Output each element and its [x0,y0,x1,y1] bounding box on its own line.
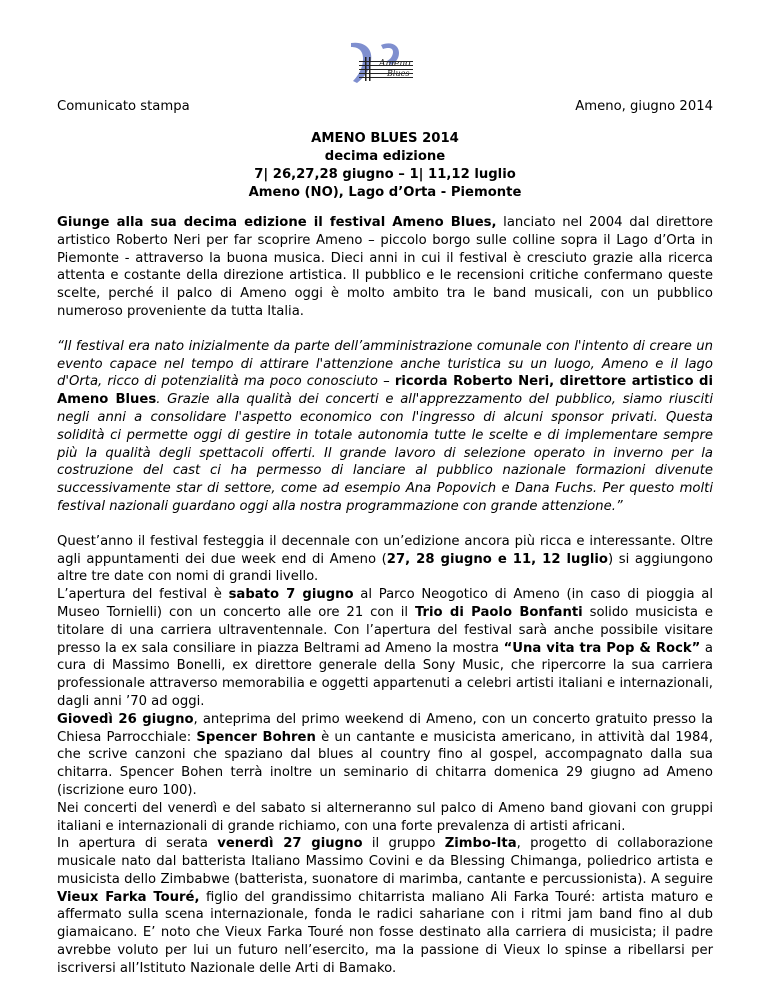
ameno-blues-logo [343,39,421,89]
paragraph-intro [57,214,713,321]
title-line-1: AMENO BLUES 2014 [311,131,459,146]
opening-text-3: solido musicista e titolare di una carriera ultraventennale. Con l’apertura del festival sarà anche possibile visitare presso la ex sala consiliare in piazza Beltrami ad Ameno la mostra [57,604,713,656]
friday-text-3: , progetto di collaborazione musicale nato dal batterista Italiano Massimo Covini e da Blessing Chimanga, poliedrico artista e musicista dello Zimbabwe (batterista, suonatore di marimba, cantante e percussionista). A seguire [57,836,713,887]
quote-attribution: ricorda Roberto Neri, direttore artistico di Ameno Blues [57,374,714,408]
friday-date: venerdì 27 giugno [217,836,363,852]
svg-text:Blues: Blues [387,69,410,78]
preview-date: Giovedì 26 giugno [57,711,194,727]
opening-date: sabato 7 giugno [228,587,354,603]
anniversary-dates: 27, 28 giugno e 11, 12 luglio [386,551,608,567]
press-release-label: Comunicato stampa [57,99,190,114]
preview-text-2: è un cantante e musicista americano, in attività dal 1984, che scrive canzoni che spaziano dal blues al country fino al gospel, accompagnato dalla sua chitarra. Spencer Bohen terrà inoltre un seminario di chitarra domenica 29 giugno ad Ameno (iscrizione euro 100). [57,729,714,798]
opening-text-2: al Parco Neogotico di Ameno (in caso di pioggia al Museo Tornielli) con un concerto alle ore 21 con il [57,587,714,620]
preview-text-1: , anteprima del primo weekend di Ameno, con un concerto gratuito presso la Chiesa Parrocchiale: [57,711,713,745]
paragraph-opening [57,586,713,711]
anniversary-text-1: Quest’anno il festival festeggia il decennale con un’edizione ancora più ricca e interessante. Oltre agli appuntamenti dei due week end di Ameno ( [57,533,713,567]
quote-part-2: . Grazie alla qualità dei concerti e all'apprezzamento del pubblico, siamo riusciti negli anni a consolidare l'aspetto economico con l'ingresso di alcuni sponsor privati. Questa solidità ci permette oggi di gestire in totale autonomia tutte le scelte e di implementare sempre più la qualità degli spettacoli offerti. Il grande lavoro di selezione operato in inverno per la costruzione del cast ci ha permesso di lanciare al pubblico nazionale formazioni divenute successivamente star di settore, come ad esempio Ana Popovich e Dana Fuchs. Per questo molti festival nazionali guardano oggi alla nostra programmazione con grande attenzione.” [57,392,713,514]
header-row [57,99,713,119]
title-line-2: decima edizione [324,149,446,164]
intro-bold: Giunge alla sua decima edizione il festival Ameno Blues, [57,215,497,230]
svg-text:Ameno: Ameno [379,59,411,69]
friday-text-1: In apertura di serata [57,836,218,852]
opening-text-1: L’apertura del festival è [57,587,229,603]
paragraph-preview [57,711,713,800]
exhibition-title: “Una vita tra Pop & Rock” [503,640,701,656]
date-place: Ameno, giugno 2014 [575,99,713,114]
guitar-staff-logo-icon [351,43,413,83]
paragraph-lineup: Nei concerti del venerdì e del sabato si alterneranno sul palco di Ameno band giovani con gruppi italiani e internazionali di grande richiamo, con una forte prevalenza di artisti africani. [57,800,713,834]
title-line-4: Ameno (NO), Lago d’Orta - Piemonte [248,185,522,200]
intro-text: lanciato nel 2004 dal direttore artistico Roberto Neri per far scoprire Ameno – piccolo borgo sulle colline sopra il Lago d’Orta in Piemonte - attraverso la buona musica. Dieci anni in cui il festival è cresciuto grazie alla ricerca attenta e costante della direzione artistica. Il pubblico e le recensioni critiche confermano queste scelte, perché il palco di Ameno oggi è molto ambito tra le band musicali, con un pubblico numeroso proveniente da tutta Italia. [57,215,713,319]
opening-text-4: a cura di Massimo Bonelli, ex direttore generale della Sony Music, che ripercorre la sua carriera professionale attraverso memorabilia e oggetti appartenuti a celebri artisti italiani e internazionali, dagli anni ’70 ad oggi. [57,640,713,709]
friday-text-4: figlio del grandissimo chitarrista maliano Ali Farka Touré: artista maturo e affermato sulla scena internazionale, fonda le radici sahariane con i ritmi jam band fino al dub giamaicano. E’ noto che Vieux Farka Touré non fosse destinato alla carriera di musicista; il padre avrebbe voluto per lui un futuro nell’esercito, ma la passione di Vieux lo spinse a ribellarsi per iscriversi all’Istituto Nazionale delle Arti di Bamako. [57,889,713,976]
title-line-3: 7| 26,27,28 giugno – 1| 11,12 luglio [254,167,516,182]
preview-artist: Spencer Bohren [196,729,316,745]
anniversary-text-2: ) si aggiungono altre tre date con nomi di grandi livello. [57,551,713,585]
quote-part-1: “Il festival era nato inizialmente da parte dell’amministrazione comunale con l'intento di creare un evento capace nel tempo di attirare l'attenzione anche turistica su un luogo, Ameno e il lago d'Orta, ricco di potenzialità ma poco conosciuto – [57,338,713,390]
friday-headliner: Vieux Farka Touré, [57,889,200,905]
opening-artist: Trio di Paolo Bonfanti [414,604,583,620]
paragraph-friday [57,835,713,977]
paragraph-anniversary [57,533,713,586]
friday-band: Zimbo-Ita [444,836,517,852]
paragraph-quote [57,338,713,516]
body-text [57,214,713,978]
title-block [57,130,713,202]
friday-text-2: il gruppo [362,836,445,852]
